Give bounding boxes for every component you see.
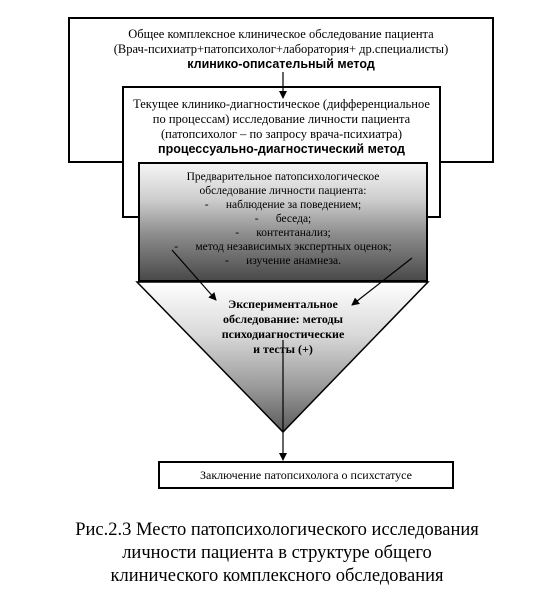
experimental-line-1: Экспериментальное <box>228 297 338 311</box>
caption-line-1: Рис.2.3 Место патопсихологического исследования <box>75 520 479 540</box>
current-examination-text <box>124 97 439 157</box>
experimental-line-4: и тесты (+) <box>253 342 313 356</box>
general-method: клинико-описательный метод <box>187 57 375 71</box>
preliminary-item: - наблюдение за поведением; <box>204 199 362 211</box>
experimental-examination-text <box>190 297 376 357</box>
experimental-line-2: обследование: методы <box>223 312 343 326</box>
preliminary-item: - беседа; <box>254 213 312 225</box>
experimental-line-3: психодиагностические <box>221 327 345 341</box>
preliminary-line-2: обследование личности пациента: <box>199 185 367 197</box>
preliminary-item: - метод независимых экспертных оценок; <box>174 241 392 253</box>
preliminary-item: - контентанализ; <box>235 227 331 239</box>
caption-line-2: личности пациента в структуре общего <box>122 543 432 563</box>
current-method: процессуально-диагностический метод <box>158 142 405 156</box>
caption-line-3: клинического комплексного обследования <box>110 566 444 586</box>
preliminary-line-1: Предварительное патопсихологическое <box>186 171 380 183</box>
current-line-1: Текущее клинико-диагностическое (дифференциальное <box>133 97 430 111</box>
preliminary-examination-text <box>140 170 426 268</box>
general-line-1: Общее комплексное клиническое обследование пациента <box>128 27 434 41</box>
current-line-2: по процессам) исследование личности пациента <box>152 112 411 126</box>
preliminary-item: - изучение анамнеза. <box>224 255 342 267</box>
figure-caption <box>0 519 554 588</box>
general-examination-text <box>70 27 492 72</box>
current-line-3: (патопсихолог – по запросу врача-психиатра) <box>160 127 403 141</box>
general-line-2: (Врач-психиатр+патопсихолог+лаборатория+ др.специалисты) <box>113 42 449 56</box>
conclusion-box: Заключение патопсихолога о психстатусе <box>158 461 454 489</box>
